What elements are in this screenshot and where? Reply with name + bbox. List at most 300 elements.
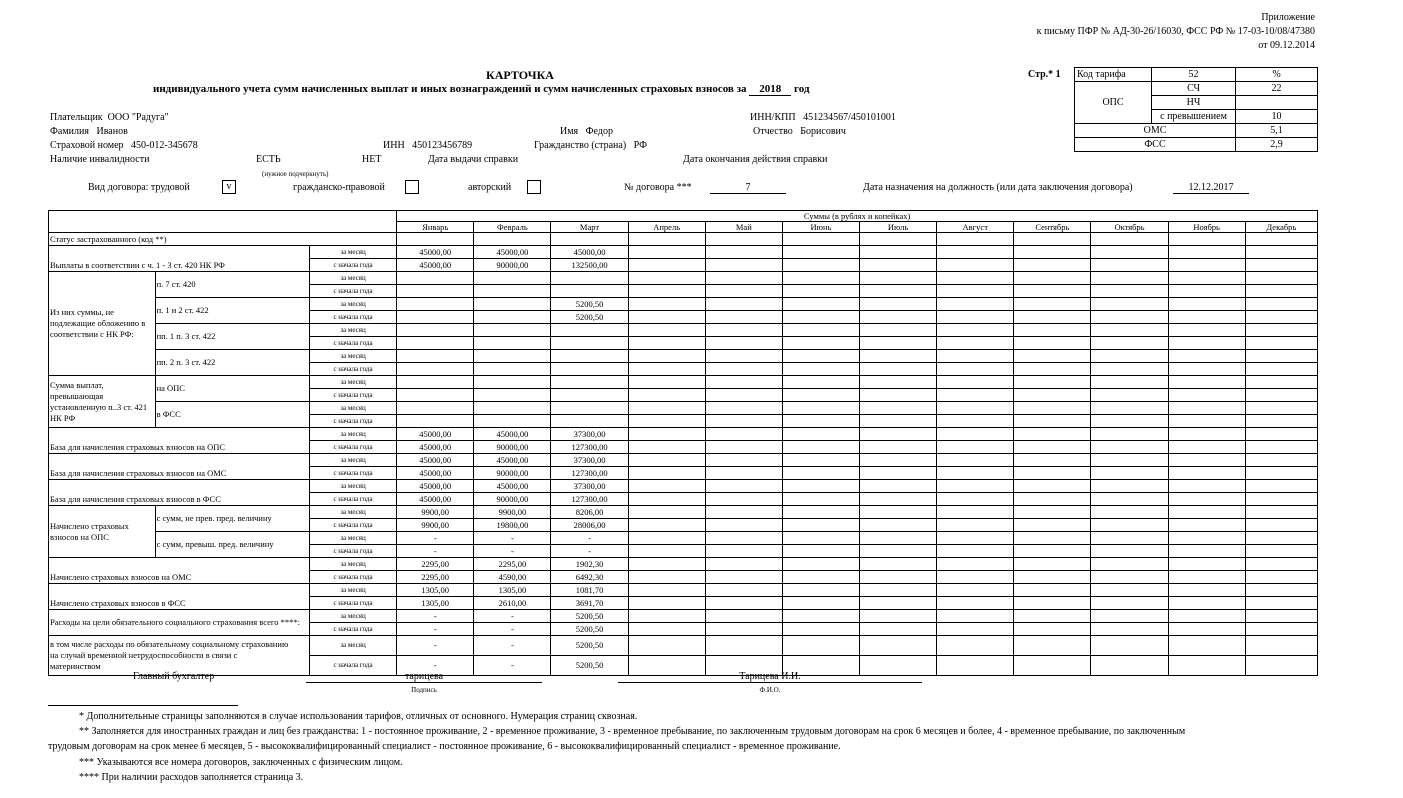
value-cell bbox=[705, 350, 782, 363]
value-cell bbox=[937, 415, 1014, 428]
value-cell: - bbox=[397, 656, 474, 676]
value-cell bbox=[860, 467, 937, 480]
value-cell: 1305,00 bbox=[397, 597, 474, 610]
value-cell bbox=[551, 272, 628, 285]
value-cell bbox=[937, 506, 1014, 519]
value-cell bbox=[397, 272, 474, 285]
value-cell bbox=[937, 337, 1014, 350]
value-cell bbox=[860, 532, 937, 545]
value-cell bbox=[937, 623, 1014, 636]
from-year-label: с начала года bbox=[309, 597, 396, 610]
value-cell bbox=[1091, 246, 1168, 259]
value-cell bbox=[1091, 506, 1168, 519]
exempt-4-label: пп. 2 п. 3 ст. 422 bbox=[155, 350, 309, 376]
month-header: Июль bbox=[860, 222, 937, 233]
value-cell bbox=[1245, 506, 1317, 519]
per-month-label: за месяц bbox=[309, 506, 396, 519]
value-cell bbox=[628, 311, 705, 324]
value-cell bbox=[551, 363, 628, 376]
value-cell: 1305,00 bbox=[474, 584, 551, 597]
value-cell bbox=[1014, 298, 1091, 311]
value-cell bbox=[705, 376, 782, 389]
value-cell bbox=[782, 480, 859, 493]
value-cell bbox=[551, 389, 628, 402]
patronymic-value: Борисович bbox=[800, 126, 846, 137]
value-cell bbox=[705, 285, 782, 298]
value-cell: 1305,00 bbox=[397, 584, 474, 597]
excess-label: Сумма выплат, превышающая установленную п..3 ст. 421 НК РФ bbox=[49, 376, 156, 428]
value-cell bbox=[628, 493, 705, 506]
value-cell: 37300,00 bbox=[551, 428, 628, 441]
value-cell bbox=[937, 298, 1014, 311]
value-cell bbox=[1091, 402, 1168, 415]
value-cell bbox=[860, 558, 937, 571]
disability-no[interactable]: НЕТ bbox=[362, 154, 382, 165]
value-cell: 45000,00 bbox=[397, 467, 474, 480]
value-cell bbox=[1014, 584, 1091, 597]
value-cell: 45000,00 bbox=[397, 246, 474, 259]
value-cell bbox=[1014, 402, 1091, 415]
value-cell bbox=[860, 363, 937, 376]
value-cell bbox=[628, 519, 705, 532]
name-label: Имя bbox=[560, 126, 579, 137]
value-cell bbox=[1014, 493, 1091, 506]
value-cell bbox=[1014, 623, 1091, 636]
value-cell bbox=[782, 623, 859, 636]
inn-kpp-label: ИНН/КПП bbox=[750, 112, 796, 123]
value-cell: 45000,00 bbox=[474, 480, 551, 493]
value-cell bbox=[860, 636, 937, 656]
value-cell: 1081,70 bbox=[551, 584, 628, 597]
value-cell bbox=[782, 519, 859, 532]
value-cell: - bbox=[474, 656, 551, 676]
tariff-table bbox=[1074, 67, 1318, 152]
payer-row bbox=[50, 112, 169, 123]
from-year-label: с начала года bbox=[309, 285, 396, 298]
value-cell bbox=[1091, 545, 1168, 558]
value-cell bbox=[1168, 441, 1245, 454]
value-cell bbox=[1014, 532, 1091, 545]
value-cell bbox=[705, 597, 782, 610]
value-cell bbox=[705, 506, 782, 519]
value-cell bbox=[1091, 454, 1168, 467]
value-cell bbox=[474, 376, 551, 389]
value-cell: 5200,50 bbox=[551, 636, 628, 656]
value-cell bbox=[1245, 454, 1317, 467]
value-cell bbox=[782, 597, 859, 610]
value-cell bbox=[1091, 376, 1168, 389]
from-year-label: с начала года bbox=[309, 441, 396, 454]
value-cell bbox=[1091, 337, 1168, 350]
value-cell bbox=[1168, 571, 1245, 584]
value-cell bbox=[628, 415, 705, 428]
value-cell bbox=[1168, 597, 1245, 610]
month-header: Февраль bbox=[474, 222, 551, 233]
value-cell bbox=[397, 350, 474, 363]
value-cell bbox=[1245, 311, 1317, 324]
value-cell bbox=[937, 480, 1014, 493]
value-cell bbox=[1168, 337, 1245, 350]
citizenship-row bbox=[534, 140, 647, 151]
value-cell: 90000,00 bbox=[474, 441, 551, 454]
value-cell bbox=[397, 389, 474, 402]
value-cell: - bbox=[551, 545, 628, 558]
value-cell bbox=[782, 584, 859, 597]
value-cell bbox=[705, 454, 782, 467]
value-cell bbox=[1014, 480, 1091, 493]
value-cell bbox=[1014, 597, 1091, 610]
contract-number-label: № договора *** bbox=[624, 182, 692, 193]
value-cell bbox=[1168, 506, 1245, 519]
value-cell bbox=[1245, 610, 1317, 623]
from-year-label: с начала года bbox=[309, 519, 396, 532]
payments-label: Выплаты в соответствии с ч. 1 - 3 ст. 420 НК РФ bbox=[49, 246, 310, 272]
per-month-label: за месяц bbox=[309, 480, 396, 493]
value-cell bbox=[937, 363, 1014, 376]
value-cell bbox=[782, 233, 859, 246]
per-month-label: за месяц bbox=[309, 272, 396, 285]
from-year-label: с начала года bbox=[309, 363, 396, 376]
value-cell bbox=[860, 324, 937, 337]
value-cell bbox=[474, 285, 551, 298]
value-cell bbox=[705, 337, 782, 350]
value-cell bbox=[1014, 441, 1091, 454]
value-cell: - bbox=[551, 532, 628, 545]
value-cell bbox=[1168, 584, 1245, 597]
value-cell: - bbox=[474, 636, 551, 656]
value-cell bbox=[705, 467, 782, 480]
value-cell bbox=[860, 519, 937, 532]
value-cell bbox=[782, 636, 859, 656]
value-cell bbox=[1091, 656, 1168, 676]
value-cell bbox=[1245, 337, 1317, 350]
value-cell bbox=[1014, 376, 1091, 389]
value-cell bbox=[1168, 493, 1245, 506]
page-number: Стр.* 1 bbox=[1028, 69, 1061, 80]
labor-contract-checkbox[interactable]: v bbox=[222, 180, 236, 194]
value-cell bbox=[1245, 597, 1317, 610]
name-value: Федор bbox=[585, 126, 613, 137]
value-cell: - bbox=[474, 610, 551, 623]
value-cell bbox=[1168, 428, 1245, 441]
value-cell: 90000,00 bbox=[474, 493, 551, 506]
month-header: Март bbox=[551, 222, 628, 233]
value-cell bbox=[551, 337, 628, 350]
value-cell bbox=[1091, 233, 1168, 246]
value-cell bbox=[937, 376, 1014, 389]
value-cell bbox=[628, 571, 705, 584]
value-cell: 90000,00 bbox=[474, 259, 551, 272]
value-cell bbox=[782, 298, 859, 311]
value-cell: 19800,00 bbox=[474, 519, 551, 532]
value-cell bbox=[860, 246, 937, 259]
value-cell bbox=[1014, 636, 1091, 656]
value-cell bbox=[1245, 233, 1317, 246]
value-cell bbox=[628, 389, 705, 402]
value-cell bbox=[628, 636, 705, 656]
value-cell bbox=[1014, 285, 1091, 298]
per-month-label: за месяц bbox=[309, 584, 396, 597]
disability-yes[interactable]: ЕСТЬ bbox=[256, 154, 281, 165]
value-cell bbox=[705, 623, 782, 636]
value-cell bbox=[628, 454, 705, 467]
value-cell bbox=[860, 285, 937, 298]
value-cell: 1902,30 bbox=[551, 558, 628, 571]
value-cell bbox=[860, 454, 937, 467]
value-cell bbox=[937, 636, 1014, 656]
value-cell bbox=[937, 402, 1014, 415]
value-cell bbox=[474, 363, 551, 376]
tariff-ops-label: ОПС bbox=[1075, 82, 1152, 124]
snils-label: Страховой номер bbox=[50, 140, 124, 151]
per-month-label: за месяц bbox=[309, 636, 396, 656]
value-cell bbox=[782, 571, 859, 584]
value-cell bbox=[628, 233, 705, 246]
value-cell bbox=[782, 324, 859, 337]
value-cell: 2295,00 bbox=[397, 558, 474, 571]
value-cell bbox=[860, 298, 937, 311]
value-cell bbox=[860, 376, 937, 389]
tariff-excess-value: 10 bbox=[1236, 110, 1318, 124]
civil-contract-checkbox[interactable] bbox=[405, 180, 419, 194]
value-cell bbox=[782, 402, 859, 415]
value-cell: 4590,00 bbox=[474, 571, 551, 584]
value-cell bbox=[782, 389, 859, 402]
value-cell bbox=[397, 363, 474, 376]
value-cell bbox=[1091, 389, 1168, 402]
footnote-2a: ** Заполняется для иностранных граждан и лиц без гражданства: 1 - постоянное проживание, 2 - временное проживание, 3 - временное пребывание, по заключенным трудовым договорам на срок 6 месяцев и более, 4 - временное пребывание, по заключенным bbox=[79, 726, 1186, 737]
value-cell bbox=[551, 402, 628, 415]
value-cell: 5200,50 bbox=[551, 610, 628, 623]
value-cell bbox=[782, 363, 859, 376]
value-cell bbox=[782, 454, 859, 467]
value-cell bbox=[1245, 402, 1317, 415]
value-cell bbox=[1091, 571, 1168, 584]
value-cell bbox=[1014, 467, 1091, 480]
value-cell bbox=[1245, 519, 1317, 532]
patronymic-label: Отчество bbox=[753, 126, 793, 137]
value-cell bbox=[705, 519, 782, 532]
value-cell: 45000,00 bbox=[397, 480, 474, 493]
value-cell bbox=[1091, 558, 1168, 571]
from-year-label: с начала года bbox=[309, 389, 396, 402]
month-header: Январь bbox=[397, 222, 474, 233]
value-cell bbox=[1014, 558, 1091, 571]
report-year: 2018 bbox=[749, 83, 791, 96]
value-cell bbox=[551, 324, 628, 337]
value-cell bbox=[628, 467, 705, 480]
sums-header: Суммы (в рублях и копейках) bbox=[397, 211, 1318, 222]
value-cell bbox=[1014, 337, 1091, 350]
excess-ops-label: на ОПС bbox=[155, 376, 309, 402]
value-cell bbox=[1168, 350, 1245, 363]
value-cell bbox=[782, 506, 859, 519]
contract-type-label: Вид договора: трудовой bbox=[88, 182, 190, 193]
value-cell bbox=[1245, 656, 1317, 676]
payer-value: ООО "Радуга" bbox=[107, 112, 169, 123]
value-cell bbox=[628, 298, 705, 311]
value-cell bbox=[782, 285, 859, 298]
value-cell bbox=[551, 285, 628, 298]
per-month-label: за месяц bbox=[309, 428, 396, 441]
value-cell bbox=[1091, 311, 1168, 324]
value-cell bbox=[705, 610, 782, 623]
value-cell: 2610,00 bbox=[474, 597, 551, 610]
value-cell: 8206,00 bbox=[551, 506, 628, 519]
value-cell bbox=[705, 441, 782, 454]
value-cell bbox=[860, 610, 937, 623]
base-fss-label: База для начисления страховых взносов в ФСС bbox=[49, 480, 310, 506]
value-cell bbox=[860, 233, 937, 246]
month-header: Декабрь bbox=[1245, 222, 1317, 233]
value-cell bbox=[1168, 233, 1245, 246]
value-cell bbox=[860, 350, 937, 363]
value-cell: 45000,00 bbox=[397, 441, 474, 454]
per-month-label: за месяц bbox=[309, 246, 396, 259]
signature-fio: Тарицева И.И. bbox=[618, 671, 922, 683]
value-cell bbox=[1014, 389, 1091, 402]
accr-fss-label: Начислено страховых взносов в ФСС bbox=[49, 584, 310, 610]
value-cell: 2295,00 bbox=[474, 558, 551, 571]
base-ops-label: База для начисления страховых взносов на ОПС bbox=[49, 428, 310, 454]
per-month-label: за месяц bbox=[309, 454, 396, 467]
value-cell bbox=[782, 272, 859, 285]
per-month-label: за месяц bbox=[309, 298, 396, 311]
from-year-label: с начала года bbox=[309, 311, 396, 324]
per-month-label: за месяц bbox=[309, 402, 396, 415]
value-cell bbox=[1014, 363, 1091, 376]
value-cell bbox=[782, 441, 859, 454]
per-month-label: за месяц bbox=[309, 610, 396, 623]
value-cell bbox=[1245, 350, 1317, 363]
value-cell bbox=[474, 233, 551, 246]
expenses-label: Расходы на цели обязательного социального страхования всего ****: bbox=[49, 610, 310, 636]
value-cell bbox=[474, 298, 551, 311]
from-year-label: с начала года bbox=[309, 337, 396, 350]
value-cell bbox=[860, 480, 937, 493]
value-cell bbox=[1168, 610, 1245, 623]
value-cell bbox=[628, 428, 705, 441]
value-cell bbox=[705, 402, 782, 415]
value-cell bbox=[937, 311, 1014, 324]
value-cell bbox=[1091, 415, 1168, 428]
value-cell bbox=[1168, 272, 1245, 285]
value-cell bbox=[628, 324, 705, 337]
value-cell bbox=[705, 389, 782, 402]
value-cell: 127300,00 bbox=[551, 441, 628, 454]
value-cell bbox=[628, 350, 705, 363]
exempt-label: Из них суммы, не подлежащие обложению в соответствии с НК РФ: bbox=[49, 272, 156, 376]
payer-label: Плательщик bbox=[50, 112, 103, 123]
value-cell: 45000,00 bbox=[474, 454, 551, 467]
value-cell bbox=[1168, 376, 1245, 389]
value-cell: - bbox=[397, 636, 474, 656]
from-year-label: с начала года bbox=[309, 571, 396, 584]
value-cell bbox=[860, 402, 937, 415]
from-year-label: с начала года bbox=[309, 623, 396, 636]
value-cell bbox=[1245, 558, 1317, 571]
per-month-label: за месяц bbox=[309, 376, 396, 389]
value-cell bbox=[705, 311, 782, 324]
value-cell: 37300,00 bbox=[551, 480, 628, 493]
value-cell bbox=[1245, 428, 1317, 441]
accr-ops-1-label: с сумм, не прев. пред. величину bbox=[155, 506, 309, 532]
value-cell bbox=[397, 376, 474, 389]
value-cell bbox=[1168, 285, 1245, 298]
value-cell bbox=[1091, 532, 1168, 545]
value-cell: 5200,50 bbox=[551, 298, 628, 311]
value-cell: 45000,00 bbox=[397, 454, 474, 467]
from-year-label: с начала года bbox=[309, 545, 396, 558]
inn-value: 450123456789 bbox=[412, 140, 473, 151]
value-cell: 28006,00 bbox=[551, 519, 628, 532]
value-cell bbox=[474, 350, 551, 363]
value-cell bbox=[1091, 272, 1168, 285]
tariff-oms-value: 5,1 bbox=[1236, 124, 1318, 138]
page-subtitle bbox=[153, 83, 810, 96]
value-cell: 3691,70 bbox=[551, 597, 628, 610]
value-cell bbox=[860, 493, 937, 506]
value-cell bbox=[1014, 571, 1091, 584]
value-cell bbox=[937, 259, 1014, 272]
value-cell: - bbox=[397, 610, 474, 623]
value-cell bbox=[705, 324, 782, 337]
value-cell bbox=[1168, 519, 1245, 532]
value-cell bbox=[1245, 246, 1317, 259]
exempt-3-label: пп. 1 п. 3 ст. 422 bbox=[155, 324, 309, 350]
year-suffix: год bbox=[794, 83, 810, 95]
footnote-divider bbox=[48, 705, 238, 706]
value-cell bbox=[1168, 480, 1245, 493]
signature-role: Главный бухгалтер bbox=[133, 671, 215, 682]
value-cell bbox=[628, 285, 705, 298]
value-cell bbox=[1091, 350, 1168, 363]
value-cell: 5200,50 bbox=[551, 311, 628, 324]
value-cell bbox=[705, 428, 782, 441]
value-cell bbox=[860, 584, 937, 597]
value-cell bbox=[628, 532, 705, 545]
disability-label: Наличие инвалидности bbox=[50, 154, 150, 165]
tariff-code-label: Код тарифа bbox=[1075, 68, 1152, 82]
expenses-incl-label: в том числе расходы по обязательному социальному страхованию на случай временной нетрудоспособности в связи с материнством bbox=[49, 636, 310, 676]
value-cell bbox=[628, 623, 705, 636]
value-cell bbox=[1168, 623, 1245, 636]
from-year-label: с начала года bbox=[309, 493, 396, 506]
value-cell bbox=[937, 467, 1014, 480]
value-cell bbox=[782, 415, 859, 428]
value-cell: 6492,30 bbox=[551, 571, 628, 584]
tariff-nch-label: НЧ bbox=[1152, 96, 1236, 110]
value-cell bbox=[1091, 324, 1168, 337]
civil-contract-label: гражданско-правовой bbox=[293, 182, 385, 193]
value-cell bbox=[628, 480, 705, 493]
value-cell bbox=[1168, 389, 1245, 402]
author-contract-checkbox[interactable] bbox=[527, 180, 541, 194]
value-cell bbox=[628, 376, 705, 389]
value-cell bbox=[1091, 610, 1168, 623]
name-row bbox=[560, 126, 613, 137]
value-cell bbox=[1014, 415, 1091, 428]
signature-sign: тарицева bbox=[306, 671, 542, 683]
value-cell bbox=[1014, 272, 1091, 285]
value-cell: - bbox=[397, 545, 474, 558]
subtitle-text: индивидуального учета сумм начисленных выплат и иных вознаграждений и сумм начисленных страховых взносов за bbox=[153, 83, 747, 95]
value-cell bbox=[1014, 610, 1091, 623]
value-cell bbox=[937, 233, 1014, 246]
value-cell bbox=[1014, 506, 1091, 519]
value-cell bbox=[1168, 324, 1245, 337]
appendix-line-1: Приложение bbox=[1261, 12, 1315, 23]
